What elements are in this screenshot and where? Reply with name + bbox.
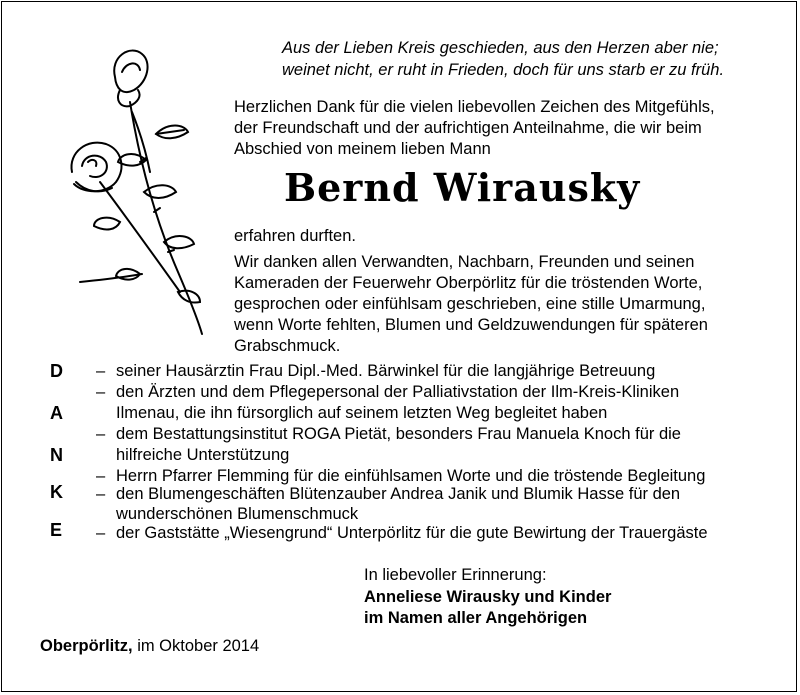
list-item-text: Herrn Pfarrer Flemming für die einfühlsamen Worte und die tröstende Begleitung [116,467,706,485]
list-item [96,424,681,445]
intro-line-2: der Freundschaft und der aufrichtigen Anteilnahme, die wir beim [234,119,702,137]
list-item-text: der Gaststätte „Wiesengrund“ Unterpörlitz für die gute Bewirtung der Trauergäste [116,524,708,542]
list-item-text: dem Bestattungsinstitut ROGA Pietät, besonders Frau Manuela Knoch für die [116,425,681,443]
danke-letter-a: A [50,403,63,423]
list-dash: – [96,425,106,443]
danke-letter-e: E [50,520,63,540]
danke-letter-k: K [50,482,63,502]
rose-icon [60,42,220,342]
poem-line-1: Aus der Lieben Kreis geschieden, aus den Herzen aber nie; [282,39,719,57]
erfahren-text: erfahren durften. [234,227,356,245]
place-town: Oberpörlitz, [40,637,133,655]
list-item-continuation: hilfreiche Unterstützung [116,446,290,464]
intro-text [234,97,774,160]
list-dash: – [96,467,106,485]
place-date-text: im Oktober 2014 [137,637,260,655]
place-date [40,636,259,657]
list-dash: – [96,383,106,401]
deceased-name: Bernd Wirausky [284,165,641,210]
list-item [96,382,679,403]
list-dash: – [96,485,106,503]
list-item-text: seiner Hausärztin Frau Dipl.-Med. Bärwinkel für die langjährige Betreuung [116,362,656,380]
thanks-line-3: gesprochen oder einfühlsam geschrieben, eine stille Umarmung, [234,295,706,313]
danke-letter-n: N [50,445,63,465]
list-item [96,523,708,544]
signature-family: Anneliese Wirausky und Kinder [364,588,612,606]
list-item-continuation: wunderschönen Blumenschmuck [116,505,359,523]
memorial-poem [282,37,782,81]
thanks-line-2: Kameraden der Feuerwehr Oberpörlitz für die tröstenden Worte, [234,274,703,292]
list-item-text: den Ärzten und dem Pflegepersonal der Palliativstation der Ilm-Kreis-Kliniken [116,383,680,401]
list-item-continuation: Ilmenau, die ihn fürsorglich auf seinem letzten Weg begleitet haben [116,404,608,422]
thanks-paragraph [234,252,772,357]
intro-line-1: Herzlichen Dank für die vielen liebevollen Zeichen des Mitgefühls, [234,98,715,116]
danke-letter-d: D [50,361,63,381]
list-dash: – [96,362,106,380]
poem-line-2: weinet nicht, er ruht in Frieden, doch für uns starb er zu früh. [282,61,725,79]
thanks-line-4: wenn Worte fehlten, Blumen und Geldzuwendungen für späteren [234,316,708,334]
obituary-card [1,1,797,692]
intro-line-3: Abschied von meinem lieben Mann [234,140,491,158]
signature-relatives: im Namen aller Angehörigen [364,609,588,627]
list-item-text: den Blumengeschäften Blütenzauber Andrea Janik und Blumik Hasse für den [116,485,681,503]
list-dash: – [96,524,106,542]
thanks-line-5: Grabschmuck. [234,337,341,355]
list-item [96,361,655,382]
thanks-line-1: Wir danken allen Verwandten, Nachbarn, Freunden und seinen [234,253,695,271]
list-item [96,484,680,505]
signature-intro: In liebevoller Erinnerung: [364,566,547,584]
